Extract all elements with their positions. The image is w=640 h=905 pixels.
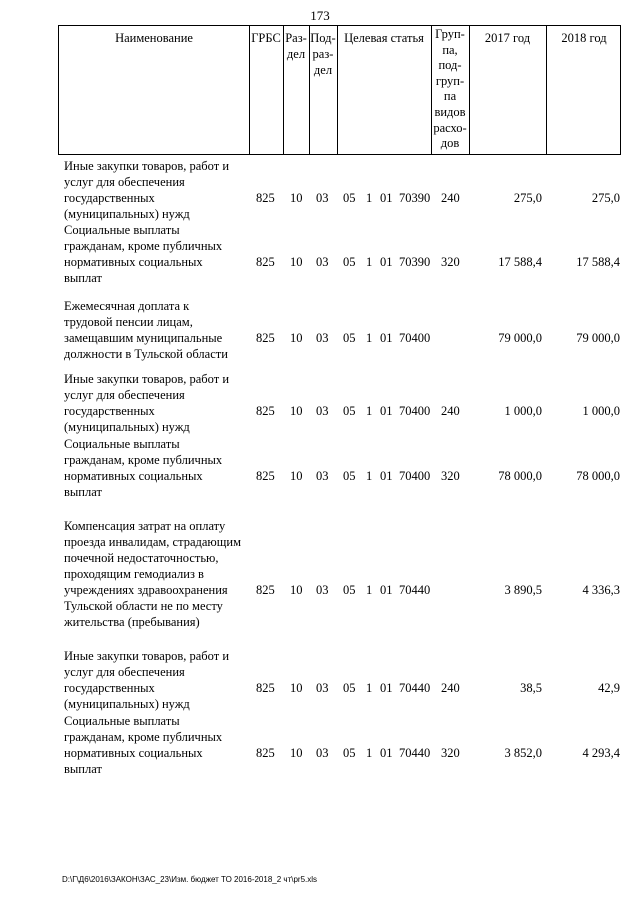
cell-grbs: 825 (256, 583, 275, 597)
header-razdel: Раз- дел (285, 31, 307, 61)
cell-target-program: 05 (343, 681, 356, 695)
row-name: Социальные выплаты гражданам, кроме публичных нормативных социальных выплат (64, 223, 223, 285)
cell-grbs: 825 (256, 404, 275, 418)
cell-target-event: 01 (380, 583, 393, 597)
cell-podrazdel: 03 (316, 255, 329, 269)
cell-grbs: 825 (256, 255, 275, 269)
cell-target-direction: 70400 (399, 469, 431, 483)
cell-razdel: 10 (290, 583, 303, 597)
cell-podrazdel: 03 (316, 331, 329, 345)
file-path-footer: D:\Г\Д6\2016\ЗАКОН\ЗАС_23\Изм. бюджет ТО 2016-2018_2 чт\pr5.xls (62, 875, 318, 884)
cell-target-subprogram: 1 (366, 681, 373, 695)
row-name: Компенсация затрат на оплату проезда инвалидам, страдающим почечной недостаточностью, проходящим гемодиализ в учреждениях здравоохранения Тульской области не по месту жительства (пребывания) (64, 519, 241, 629)
row-name: Иные закупки товаров, работ и услуг для обеспечения государственных (муниципальных) нужд (64, 649, 230, 711)
cell-target-program: 05 (343, 469, 356, 483)
cell-target-event: 01 (380, 331, 393, 345)
header-name: Наименование (115, 31, 193, 45)
cell-target-subprogram: 1 (366, 583, 373, 597)
cell-target-direction: 70390 (399, 191, 431, 205)
cell-podrazdel: 03 (316, 681, 329, 695)
cell-2018: 17 588,4 (576, 255, 620, 269)
cell-target-program: 05 (343, 746, 356, 760)
cell-2017: 78 000,0 (498, 469, 542, 483)
cell-razdel: 10 (290, 191, 303, 205)
cell-target-direction: 70400 (399, 331, 431, 345)
cell-expense-type: 240 (441, 404, 460, 418)
cell-2017: 79 000,0 (498, 331, 542, 345)
row-name: Иные закупки товаров, работ и услуг для обеспечения государственных (муниципальных) нужд (64, 372, 230, 434)
cell-2018: 4 293,4 (582, 746, 620, 760)
cell-target-event: 01 (380, 191, 393, 205)
header-podrazdel: Под- раз- дел (310, 31, 336, 77)
cell-target-program: 05 (343, 583, 356, 597)
cell-grbs: 825 (256, 681, 275, 695)
cell-podrazdel: 03 (316, 191, 329, 205)
cell-2017: 3 890,5 (504, 583, 542, 597)
cell-target-program: 05 (343, 191, 356, 205)
cell-target-program: 05 (343, 331, 356, 345)
cell-grbs: 825 (256, 746, 275, 760)
cell-target-event: 01 (380, 681, 393, 695)
row-name: Социальные выплаты гражданам, кроме публичных нормативных социальных выплат (64, 714, 223, 776)
cell-grbs: 825 (256, 191, 275, 205)
cell-target-direction: 70390 (399, 255, 431, 269)
cell-2017: 17 588,4 (498, 255, 542, 269)
cell-expense-type: 320 (441, 255, 460, 269)
cell-podrazdel: 03 (316, 404, 329, 418)
cell-grbs: 825 (256, 331, 275, 345)
cell-2017: 3 852,0 (504, 746, 542, 760)
cell-razdel: 10 (290, 469, 303, 483)
cell-expense-type: 320 (441, 746, 460, 760)
cell-2018: 78 000,0 (576, 469, 620, 483)
cell-target-program: 05 (343, 255, 356, 269)
cell-podrazdel: 03 (316, 469, 329, 483)
cell-target-subprogram: 1 (366, 746, 373, 760)
cell-razdel: 10 (290, 681, 303, 695)
cell-podrazdel: 03 (316, 746, 329, 760)
cell-2018: 42,9 (598, 681, 620, 695)
cell-expense-type: 240 (441, 191, 460, 205)
cell-target-subprogram: 1 (366, 404, 373, 418)
header-2018: 2018 год (561, 31, 607, 45)
cell-target-event: 01 (380, 746, 393, 760)
cell-target-direction: 70440 (399, 746, 431, 760)
cell-2018: 4 336,3 (582, 583, 620, 597)
cell-target-subprogram: 1 (366, 469, 373, 483)
cell-razdel: 10 (290, 404, 303, 418)
cell-target-event: 01 (380, 404, 393, 418)
header-target: Целевая статья (344, 31, 424, 45)
cell-2018: 79 000,0 (576, 331, 620, 345)
header-group: Груп- па, под- груп- па видов расхо- дов (433, 27, 467, 151)
cell-2017: 275,0 (513, 191, 542, 205)
cell-target-direction: 70440 (399, 583, 431, 597)
cell-target-subprogram: 1 (366, 191, 373, 205)
cell-2017: 38,5 (520, 681, 542, 695)
cell-expense-type: 320 (441, 469, 460, 483)
cell-target-subprogram: 1 (366, 255, 373, 269)
cell-expense-type: 240 (441, 681, 460, 695)
table-header (58, 25, 621, 155)
cell-target-direction: 70440 (399, 681, 431, 695)
row-name: Ежемесячная доплата к трудовой пенсии лицам, замещавшим муниципальные должности в Тульской области (64, 299, 228, 361)
cell-razdel: 10 (290, 331, 303, 345)
cell-target-program: 05 (343, 404, 356, 418)
cell-target-event: 01 (380, 255, 393, 269)
row-name: Иные закупки товаров, работ и услуг для обеспечения государственных (муниципальных) нужд (64, 159, 230, 221)
cell-target-direction: 70400 (399, 404, 431, 418)
cell-target-event: 01 (380, 469, 393, 483)
header-2017: 2017 год (484, 31, 531, 45)
row-name: Социальные выплаты гражданам, кроме публичных нормативных социальных выплат (64, 437, 223, 499)
cell-2018: 1 000,0 (582, 404, 620, 418)
cell-target-subprogram: 1 (366, 331, 373, 345)
page-number: 173 (310, 8, 330, 23)
cell-grbs: 825 (256, 469, 275, 483)
cell-2018: 275,0 (591, 191, 620, 205)
cell-2017: 1 000,0 (504, 404, 542, 418)
cell-podrazdel: 03 (316, 583, 329, 597)
cell-razdel: 10 (290, 255, 303, 269)
cell-razdel: 10 (290, 746, 303, 760)
header-grbs: ГРБС (251, 31, 281, 45)
